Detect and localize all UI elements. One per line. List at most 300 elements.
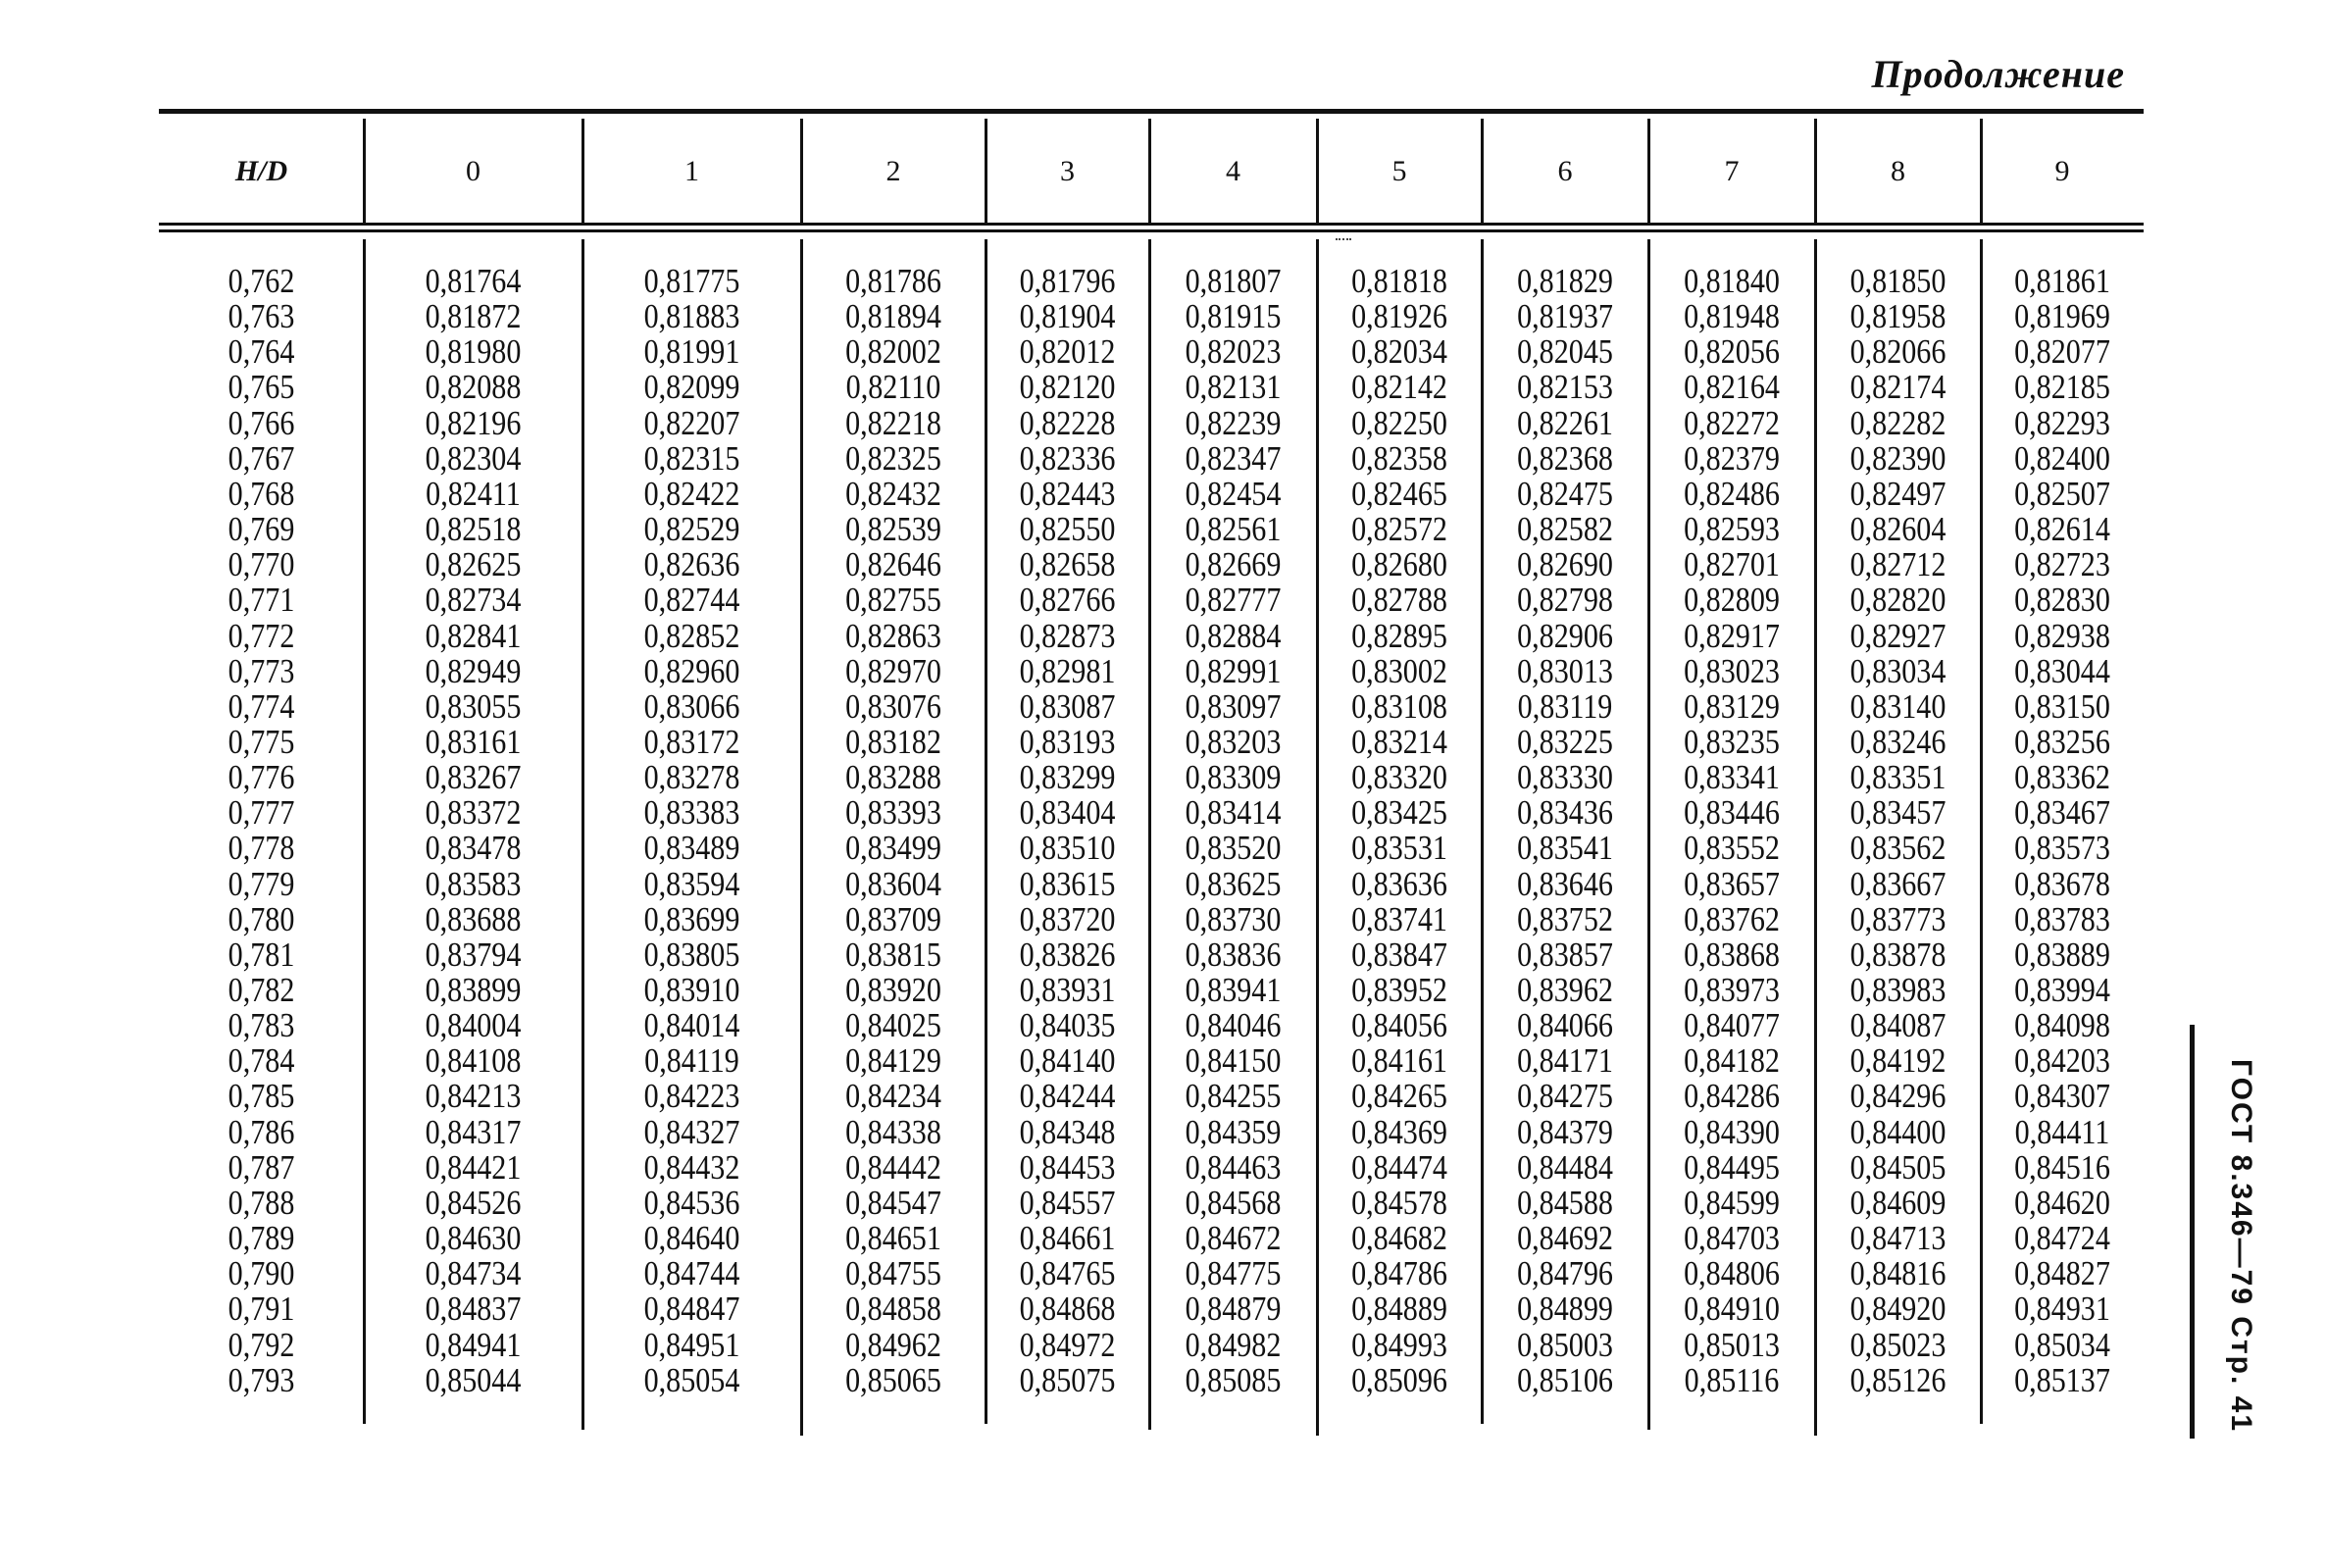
value-cell: 0,82991 — [1185, 651, 1282, 690]
value-cell: 0,83246 — [1849, 722, 1947, 761]
value-cell: 0,84484 — [1517, 1147, 1613, 1187]
value-cell: 0,84004 — [425, 1006, 522, 1045]
value-cell: 0,82658 — [1019, 545, 1116, 584]
value-cell: 0,84578 — [1351, 1183, 1447, 1222]
value-cell: 0,82712 — [1849, 545, 1947, 584]
value-cell: 0,82066 — [1849, 332, 1947, 372]
value-cell: 0,83066 — [643, 686, 740, 726]
value-cell: 0,82347 — [1185, 438, 1282, 478]
value-cell: 0,82077 — [2014, 332, 2110, 372]
header-divider-rule — [159, 223, 2144, 226]
value-cell: 0,84620 — [2014, 1183, 2110, 1222]
value-cell: 0,85116 — [1684, 1360, 1780, 1399]
value-cell: 0,82497 — [1849, 474, 1947, 513]
value-cell: 0,83857 — [1517, 935, 1613, 974]
value-cell: 0,84734 — [425, 1254, 522, 1293]
value-cell: 0,84192 — [1849, 1041, 1947, 1081]
value-cell: 0,82604 — [1849, 510, 1947, 549]
value-cell: 0,82906 — [1517, 616, 1613, 655]
value-cell: 0,82593 — [1684, 510, 1780, 549]
value-cell: 0,84682 — [1351, 1219, 1447, 1258]
header-cell-digit: 3 — [1060, 155, 1075, 187]
value-cell: 0,83489 — [643, 829, 740, 868]
header-cell-digit: 9 — [2054, 155, 2070, 187]
value-cell: 0,84014 — [643, 1006, 740, 1045]
value-cell: 0,83467 — [2014, 793, 2110, 833]
column-divider-body — [1316, 239, 1319, 1436]
row-label-cell: 0,769 — [228, 510, 295, 549]
value-cell: 0,84786 — [1351, 1254, 1447, 1293]
value-cell: 0,84847 — [643, 1290, 740, 1329]
value-cell: 0,82261 — [1517, 403, 1613, 442]
value-cell: 0,84879 — [1185, 1290, 1282, 1329]
value-cell: 0,83393 — [845, 793, 941, 833]
row-label-cell: 0,781 — [228, 935, 295, 974]
value-cell: 0,84931 — [2014, 1290, 2110, 1329]
value-cell: 0,82131 — [1185, 368, 1282, 407]
value-cell: 0,84348 — [1019, 1112, 1116, 1151]
value-cell: 0,82153 — [1517, 368, 1613, 407]
value-cell: 0,84369 — [1351, 1112, 1447, 1151]
value-cell: 0,81829 — [1517, 262, 1613, 300]
value-cell: 0,85106 — [1517, 1360, 1613, 1399]
value-cell: 0,84505 — [1849, 1147, 1947, 1187]
value-cell: 0,82734 — [425, 581, 522, 620]
value-cell: 0,83815 — [845, 935, 941, 974]
value-cell: 0,82218 — [845, 403, 941, 442]
value-cell: 0,83868 — [1684, 935, 1780, 974]
row-label-cell: 0,774 — [228, 686, 295, 726]
value-cell: 0,81980 — [425, 332, 522, 372]
value-cell: 0,82379 — [1684, 438, 1780, 478]
value-cell: 0,84744 — [643, 1254, 740, 1293]
value-cell: 0,83055 — [425, 686, 522, 726]
value-cell: 0,81840 — [1684, 262, 1780, 300]
value-cell: 0,84765 — [1019, 1254, 1116, 1293]
value-cell: 0,83119 — [1517, 686, 1613, 726]
value-cell: 0,82960 — [643, 651, 740, 690]
value-cell: 0,83510 — [1019, 829, 1116, 868]
value-cell: 0,84244 — [1019, 1077, 1116, 1116]
value-cell: 0,83414 — [1185, 793, 1282, 833]
value-cell: 0,83752 — [1517, 899, 1613, 938]
value-cell: 0,84547 — [845, 1183, 941, 1222]
value-cell: 0,83172 — [643, 722, 740, 761]
value-cell: 0,82196 — [425, 403, 522, 442]
value-cell: 0,83952 — [1351, 971, 1447, 1009]
value-cell: 0,84661 — [1019, 1219, 1116, 1258]
row-label-cell: 0,784 — [228, 1041, 295, 1081]
value-cell: 0,83023 — [1684, 651, 1780, 690]
value-cell: 0,82798 — [1517, 581, 1613, 620]
value-cell: 0,82358 — [1351, 438, 1447, 478]
value-cell: 0,82561 — [1185, 510, 1282, 549]
value-cell: 0,84296 — [1849, 1077, 1947, 1116]
value-cell: 0,82304 — [425, 438, 522, 478]
value-cell: 0,82744 — [643, 581, 740, 620]
row-label-cell: 0,779 — [228, 864, 295, 903]
value-cell: 0,83773 — [1849, 899, 1947, 938]
value-cell: 0,84982 — [1185, 1325, 1282, 1364]
value-cell: 0,82088 — [425, 368, 522, 407]
value-cell: 0,84599 — [1684, 1183, 1780, 1222]
value-cell: 0,83425 — [1351, 793, 1447, 833]
value-cell: 0,81969 — [2014, 297, 2110, 336]
value-cell: 0,83931 — [1019, 971, 1116, 1009]
value-cell: 0,82411 — [426, 474, 521, 513]
value-cell: 0,82646 — [845, 545, 941, 584]
header-cell-digit: 5 — [1391, 155, 1407, 187]
value-cell: 0,83478 — [425, 829, 522, 868]
row-label-cell: 0,772 — [228, 616, 295, 655]
row-label-cell: 0,787 — [228, 1147, 295, 1187]
value-cell: 0,84223 — [643, 1077, 740, 1116]
value-cell: 0,83973 — [1684, 971, 1780, 1009]
value-cell: 0,83150 — [2014, 686, 2110, 726]
value-cell: 0,82938 — [2014, 616, 2110, 655]
value-cell: 0,83446 — [1684, 793, 1780, 833]
value-cell: 0,84213 — [425, 1077, 522, 1116]
value-cell: 0,82723 — [2014, 545, 2110, 584]
value-cell: 0,83625 — [1185, 864, 1282, 903]
header-cell-digit: 6 — [1557, 155, 1573, 187]
value-cell: 0,83983 — [1849, 971, 1947, 1009]
value-cell: 0,82766 — [1019, 581, 1116, 620]
value-cell: 0,84119 — [644, 1041, 739, 1081]
value-cell: 0,84827 — [2014, 1254, 2110, 1293]
value-cell: 0,83013 — [1517, 651, 1613, 690]
value-cell: 0,84390 — [1684, 1112, 1780, 1151]
value-cell: 0,83362 — [2014, 758, 2110, 797]
value-cell: 0,84265 — [1351, 1077, 1447, 1116]
value-cell: 0,84920 — [1849, 1290, 1947, 1329]
value-cell: 0,83646 — [1517, 864, 1613, 903]
value-cell: 0,82917 — [1684, 616, 1780, 655]
value-cell: 0,84899 — [1517, 1290, 1613, 1329]
row-label-cell: 0,786 — [228, 1112, 295, 1151]
value-cell: 0,82400 — [2014, 438, 2110, 478]
value-cell: 0,84182 — [1684, 1041, 1780, 1081]
value-cell: 0,82336 — [1019, 438, 1116, 478]
value-cell: 0,85054 — [643, 1360, 740, 1399]
value-cell: 0,84837 — [425, 1290, 522, 1329]
value-cell: 0,82250 — [1351, 403, 1447, 442]
value-cell: 0,81850 — [1849, 262, 1947, 300]
value-cell: 0,82486 — [1684, 474, 1780, 513]
value-cell: 0,82852 — [643, 616, 740, 655]
value-cell: 0,83499 — [845, 829, 941, 868]
value-cell: 0,81861 — [2014, 262, 2110, 300]
value-cell: 0,83457 — [1849, 793, 1947, 833]
value-cell: 0,84379 — [1517, 1112, 1613, 1151]
value-cell: 0,81775 — [643, 262, 740, 300]
value-cell: 0,81796 — [1019, 262, 1116, 300]
value-cell: 0,82282 — [1849, 403, 1947, 442]
value-cell: 0,82422 — [643, 474, 740, 513]
value-cell: 0,84066 — [1517, 1006, 1613, 1045]
value-cell: 0,83699 — [643, 899, 740, 938]
value-cell: 0,85096 — [1351, 1360, 1447, 1399]
value-cell: 0,81872 — [425, 297, 522, 336]
value-cell: 0,82034 — [1351, 332, 1447, 372]
value-cell: 0,82325 — [845, 438, 941, 478]
header-cell-digit: 7 — [1724, 155, 1740, 187]
column-divider-body — [1481, 239, 1484, 1424]
value-cell: 0,81807 — [1185, 262, 1282, 300]
value-cell: 0,83182 — [845, 722, 941, 761]
header-cell-digit: 1 — [684, 155, 699, 187]
row-label-cell: 0,776 — [228, 758, 295, 797]
value-cell: 0,83730 — [1185, 899, 1282, 938]
value-cell: 0,81926 — [1351, 297, 1447, 336]
value-cell: 0,83278 — [643, 758, 740, 797]
value-cell: 0,84516 — [2014, 1147, 2110, 1187]
column-divider-body — [1148, 239, 1151, 1430]
value-cell: 0,83541 — [1517, 829, 1613, 868]
value-cell: 0,84568 — [1185, 1183, 1282, 1222]
column-divider-body — [1980, 239, 1983, 1424]
column-divider-body — [363, 239, 366, 1424]
value-cell: 0,81764 — [425, 262, 522, 300]
value-cell: 0,82390 — [1849, 438, 1947, 478]
value-cell: 0,83941 — [1185, 971, 1282, 1009]
value-cell: 0,84432 — [643, 1147, 740, 1187]
row-label-cell: 0,780 — [228, 899, 295, 938]
value-cell: 0,82690 — [1517, 545, 1613, 584]
value-cell: 0,84796 — [1517, 1254, 1613, 1293]
value-cell: 0,82680 — [1351, 545, 1447, 584]
header-cell-digit: 4 — [1226, 155, 1240, 187]
row-label-cell: 0,773 — [228, 651, 295, 690]
value-cell: 0,81786 — [845, 262, 941, 300]
value-cell: 0,82539 — [845, 510, 941, 549]
value-cell: 0,84672 — [1185, 1219, 1282, 1258]
value-cell: 0,82228 — [1019, 403, 1116, 442]
value-cell: 0,81958 — [1849, 297, 1947, 336]
value-cell: 0,83256 — [2014, 722, 2110, 761]
value-cell: 0,82582 — [1517, 510, 1613, 549]
value-cell: 0,84972 — [1019, 1325, 1116, 1364]
value-cell: 0,84171 — [1517, 1041, 1613, 1081]
value-cell: 0,85126 — [1849, 1360, 1947, 1399]
row-label-cell: 0,767 — [228, 438, 295, 478]
column-divider-body — [800, 239, 803, 1436]
value-cell: 0,84993 — [1351, 1325, 1447, 1364]
value-cell: 0,82443 — [1019, 474, 1116, 513]
value-cell: 0,82185 — [2014, 368, 2110, 407]
value-cell: 0,82841 — [425, 616, 522, 655]
value-cell: 0,83667 — [1849, 864, 1947, 903]
value-cell: 0,83161 — [425, 722, 522, 761]
value-cell: 0,84255 — [1185, 1077, 1282, 1116]
value-cell: 0,84941 — [425, 1325, 522, 1364]
value-cell: 0,82636 — [643, 545, 740, 584]
value-cell: 0,83994 — [2014, 971, 2110, 1009]
row-label-cell: 0,768 — [228, 474, 295, 513]
value-cell: 0,84557 — [1019, 1183, 1116, 1222]
value-cell: 0,84463 — [1185, 1147, 1282, 1187]
row-label-cell: 0,789 — [228, 1219, 295, 1258]
value-cell: 0,84816 — [1849, 1254, 1947, 1293]
value-cell: 0,84889 — [1351, 1290, 1447, 1329]
value-cell: 0,84046 — [1185, 1006, 1282, 1045]
value-cell: 0,84713 — [1849, 1219, 1947, 1258]
row-label-cell: 0,777 — [228, 793, 295, 833]
value-cell: 0,84056 — [1351, 1006, 1447, 1045]
value-cell: 0,83140 — [1849, 686, 1947, 726]
value-cell: 0,82142 — [1351, 368, 1447, 407]
value-cell: 0,83920 — [845, 971, 941, 1009]
value-cell: 0,84400 — [1849, 1112, 1947, 1151]
table-top-rule — [159, 109, 2144, 114]
value-cell: 0,82895 — [1351, 616, 1447, 655]
value-cell: 0,83531 — [1351, 829, 1447, 868]
value-cell: 0,85075 — [1019, 1360, 1116, 1399]
value-cell: 0,81883 — [643, 297, 740, 336]
value-cell: 0,83203 — [1185, 722, 1282, 761]
value-cell: 0,81915 — [1185, 297, 1282, 336]
value-cell: 0,84203 — [2014, 1041, 2110, 1081]
value-cell: 0,83962 — [1517, 971, 1613, 1009]
value-cell: 0,84474 — [1351, 1147, 1447, 1187]
value-cell: 0,83636 — [1351, 864, 1447, 903]
row-label-cell: 0,793 — [228, 1360, 295, 1399]
value-cell: 0,82669 — [1185, 545, 1282, 584]
value-cell: 0,84275 — [1517, 1077, 1613, 1116]
row-label-cell: 0,764 — [228, 332, 295, 372]
value-cell: 0,83351 — [1849, 758, 1947, 797]
value-cell: 0,83794 — [425, 935, 522, 974]
value-cell: 0,84129 — [845, 1041, 941, 1081]
value-cell: 0,82023 — [1185, 332, 1282, 372]
row-label-cell: 0,790 — [228, 1254, 295, 1293]
value-cell: 0,82454 — [1185, 474, 1282, 513]
value-cell: 0,84307 — [2014, 1077, 2110, 1116]
row-label-cell: 0,788 — [228, 1183, 295, 1222]
value-cell: 0,82572 — [1351, 510, 1447, 549]
value-cell: 0,82927 — [1849, 616, 1947, 655]
value-cell: 0,81991 — [643, 332, 740, 372]
value-cell: 0,82174 — [1849, 368, 1947, 407]
value-cell: 0,84359 — [1185, 1112, 1282, 1151]
value-cell: 0,84775 — [1185, 1254, 1282, 1293]
value-cell: 0,83436 — [1517, 793, 1613, 833]
value-cell: 0,84025 — [845, 1006, 941, 1045]
value-cell: 0,82518 — [425, 510, 522, 549]
value-cell: 0,84806 — [1684, 1254, 1780, 1293]
value-cell: 0,81948 — [1684, 297, 1780, 336]
value-cell: 0,83383 — [643, 793, 740, 833]
value-cell: 0,83720 — [1019, 899, 1116, 938]
value-cell: 0,83878 — [1849, 935, 1947, 974]
value-cell: 0,84526 — [425, 1183, 522, 1222]
value-cell: 0,83404 — [1019, 793, 1116, 833]
value-cell: 0,82056 — [1684, 332, 1780, 372]
row-label-cell: 0,792 — [228, 1325, 295, 1364]
value-cell: 0,83225 — [1517, 722, 1613, 761]
value-cell: 0,84910 — [1684, 1290, 1780, 1329]
value-cell: 0,83594 — [643, 864, 740, 903]
value-cell: 0,82465 — [1351, 474, 1447, 513]
value-cell: 0,83076 — [845, 686, 941, 726]
row-label-cell: 0,791 — [228, 1290, 295, 1329]
value-cell: 0,84098 — [2014, 1006, 2110, 1045]
value-cell: 0,83288 — [845, 758, 941, 797]
column-divider-body — [582, 239, 584, 1430]
value-cell: 0,84411 — [2014, 1112, 2110, 1151]
value-cell: 0,82788 — [1351, 581, 1447, 620]
value-cell: 0,83562 — [1849, 829, 1947, 868]
value-cell: 0,81894 — [845, 297, 941, 336]
value-cell: 0,84703 — [1684, 1219, 1780, 1258]
value-cell: 0,83299 — [1019, 758, 1116, 797]
row-label-cell: 0,775 — [228, 722, 295, 761]
value-cell: 0,82315 — [643, 438, 740, 478]
value-cell: 0,85065 — [845, 1360, 941, 1399]
value-cell: 0,84077 — [1684, 1006, 1780, 1045]
value-cell: 0,84755 — [845, 1254, 941, 1293]
value-cell: 0,83235 — [1684, 722, 1780, 761]
value-cell: 0,83320 — [1351, 758, 1447, 797]
value-cell: 0,83309 — [1185, 758, 1282, 797]
value-cell: 0,85044 — [425, 1360, 522, 1399]
value-cell: 0,83762 — [1684, 899, 1780, 938]
value-cell: 0,82507 — [2014, 474, 2110, 513]
value-cell: 0,84327 — [643, 1112, 740, 1151]
row-label-cell: 0,763 — [228, 297, 295, 336]
row-label-cell: 0,765 — [228, 368, 295, 407]
value-cell: 0,83899 — [425, 971, 522, 1009]
value-cell: 0,82475 — [1517, 474, 1613, 513]
value-cell: 0,83129 — [1684, 686, 1780, 726]
side-caption-rule — [2190, 1025, 2195, 1439]
value-cell: 0,84588 — [1517, 1183, 1613, 1222]
value-cell: 0,82777 — [1185, 581, 1282, 620]
value-cell: 0,84421 — [425, 1147, 522, 1187]
value-cell: 0,82614 — [2014, 510, 2110, 549]
value-cell: 0,84724 — [2014, 1219, 2110, 1258]
value-cell: 0,81904 — [1019, 297, 1116, 336]
value-cell: 0,83688 — [425, 899, 522, 938]
value-cell: 0,82981 — [1019, 651, 1116, 690]
value-cell: 0,84536 — [643, 1183, 740, 1222]
value-cell: 0,83002 — [1351, 651, 1447, 690]
value-cell: 0,83583 — [425, 864, 522, 903]
value-cell: 0,82820 — [1849, 581, 1947, 620]
row-label-cell: 0,766 — [228, 403, 295, 442]
value-cell: 0,82830 — [2014, 581, 2110, 620]
value-cell: 0,81818 — [1351, 262, 1447, 300]
value-cell: 0,82207 — [643, 403, 740, 442]
value-cell: 0,83214 — [1351, 722, 1447, 761]
row-label-cell: 0,785 — [228, 1077, 295, 1116]
value-cell: 0,84495 — [1684, 1147, 1780, 1187]
value-cell: 0,81937 — [1517, 297, 1613, 336]
value-cell: 0,82110 — [845, 368, 941, 407]
value-cell: 0,82529 — [643, 510, 740, 549]
value-cell: 0,83836 — [1185, 935, 1282, 974]
value-cell: 0,83087 — [1019, 686, 1116, 726]
value-cell: 0,84286 — [1684, 1077, 1780, 1116]
value-cell: 0,83783 — [2014, 899, 2110, 938]
value-cell: 0,84161 — [1351, 1041, 1447, 1081]
value-cell: 0,83847 — [1351, 935, 1447, 974]
value-cell: 0,82809 — [1684, 581, 1780, 620]
value-cell: 0,83573 — [2014, 829, 2110, 868]
value-cell: 0,82701 — [1684, 545, 1780, 584]
value-cell: 0,84338 — [845, 1112, 941, 1151]
value-cell: 0,83372 — [425, 793, 522, 833]
